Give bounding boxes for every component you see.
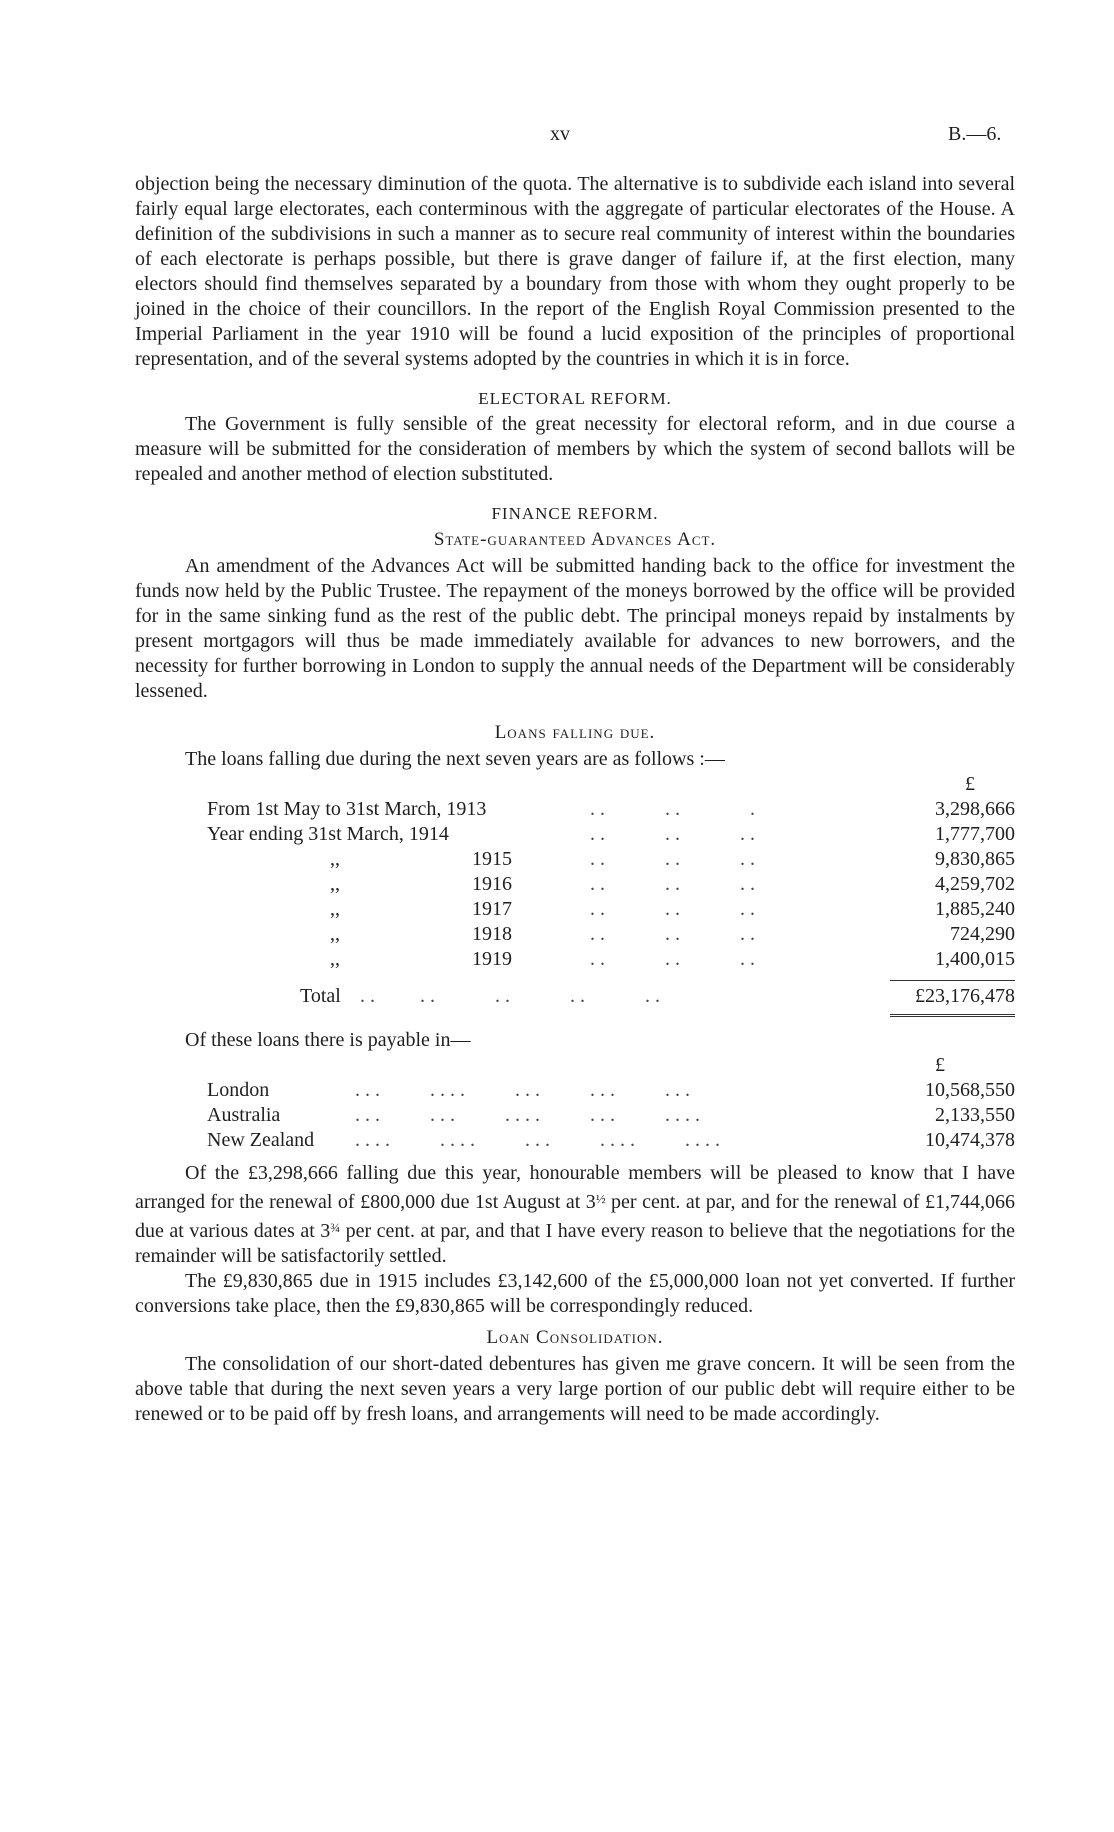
row-amount: 1,777,700: [935, 823, 1015, 845]
total-row: Total . . . . . . . . . . £23,176,478: [300, 985, 1015, 1007]
paragraph-conversions: The £9,830,865 due in 1915 includes £3,142,600 of the £5,000,000 loan not yet converted. If further conversions take place, then the £9,830,865 will be correspondingly reduced.: [135, 1270, 1015, 1317]
total-rule: [890, 980, 1015, 981]
payable-table: [135, 1053, 1015, 1153]
ditto-mark: ,,: [330, 948, 340, 970]
row-year: 1917: [472, 898, 512, 920]
subheading-loan-consolidation: Loan Consolidation.: [486, 1327, 664, 1348]
ditto-mark: ,,: [330, 848, 340, 870]
heading-finance-reform: FINANCE REFORM.: [491, 504, 659, 523]
table-row: ,, 1915 . . . . . . 9,830,865: [330, 848, 1015, 870]
loans-table: [135, 772, 1015, 1028]
paragraph-renewals: Of the £3,298,666 falling due this year, honourable members will be pleased to know that I have arranged for the renewal of £800,000 due 1st August at $3^{\frac{1}{2}}$ per cent. at par, and for the renewal of £1,744,066 due at various dates at $3^{\frac{3}{4}}$ per cent. at par, and that I have every reason to believe that the negotiations for the remainder will be satisfactorily settled.: [135, 1162, 1016, 1267]
row-amount: 724,290: [950, 923, 1015, 945]
table-row: ,, 1919 . . . . . . 1,400,015: [330, 948, 1015, 970]
table-row: ,, 1917 . . . . . . 1,885,240: [330, 898, 1015, 920]
row-year: 1916: [472, 873, 512, 895]
row-year: 1915: [472, 848, 512, 870]
row-year: 1918: [472, 923, 512, 945]
row-label: New Zealand: [207, 1129, 315, 1151]
currency-header: [135, 772, 1015, 797]
row-amount: 1,885,240: [935, 898, 1015, 920]
paragraph-advances-act: An amendment of the Advances Act will be submitted handing back to the office for investment the funds now held by the Public Trustee. The repayment of the moneys borrowed by the office will be provided for in the same sinking fund as the rest of the public debt. The principal moneys repaid by instalments by present mortgagors will thus be made immediately available for advances to new borrowers, and the necessity for further borrowing in London to supply the annual needs of the Department will be considerably lessened.: [135, 555, 1015, 702]
total-amount: £23,176,478: [915, 985, 1015, 1007]
ditto-mark: ,,: [330, 873, 340, 895]
ditto-mark: ,,: [330, 898, 340, 920]
row-amount: 9,830,865: [935, 848, 1015, 870]
table-row: New Zealand . . . . . . . . . . . . . . . . . . . 10,474,378: [207, 1129, 1015, 1151]
heading-electoral-reform: ELECTORAL REFORM.: [478, 389, 672, 408]
table-row: London . . . . . . . . . . . . . . . . 10,568,550: [207, 1079, 1015, 1101]
row-amount: 4,259,702: [935, 873, 1015, 895]
row-amount: 1,400,015: [935, 948, 1015, 970]
row-year: 1919: [472, 948, 512, 970]
table-row: ,, 1918 . . . . . . 724,290: [330, 923, 1015, 945]
table-row: Year ending 31st March, 1914 . . . . . . 1,777,700: [207, 823, 1015, 845]
total-label: Total: [300, 985, 341, 1007]
table-row: Australia . . . . . . . . . . . . . . . . . 2,133,550: [207, 1104, 1015, 1126]
subheading-loans-falling-due: Loans falling due.: [494, 722, 656, 743]
currency-symbol: £: [965, 773, 975, 795]
row-label: Australia: [207, 1104, 281, 1126]
ditto-mark: ,,: [330, 923, 340, 945]
row-amount: 2,133,550: [935, 1104, 1015, 1126]
page-header: [0, 123, 1114, 153]
row-label: Year ending 31st March, 1914: [207, 823, 449, 845]
table-row: From 1st May to 31st March, 1913 . . . . . 3,298,666: [207, 798, 1015, 820]
paragraph-payable-intro: Of these loans there is payable in—: [185, 1029, 471, 1051]
paragraph-proportional-representation: objection being the necessary diminution of the quota. The alternative is to subdivide each island into several fairly equal large electorates, each conterminous with the aggregate of particular electorates of the House. A definition of the subdivisions in such a manner as to secure real community of interest within the boundaries of each electorate is perhaps possible, but there is grave danger of failure if, at the first election, many electors should find themselves separated by a boundary from those with whom they ought properly to be joined in the choice of their councillors. In the report of the English Royal Commission presented to the Imperial Parliament in the year 1910 will be found a lucid exposition of the principles of proportional representation, and of the several systems adopted by the countries in which it is in force.: [135, 173, 1015, 370]
document-reference: B.—6.: [948, 123, 1002, 145]
row-amount: 3,298,666: [935, 798, 1015, 820]
row-label: From 1st May to 31st March, 1913: [207, 798, 487, 820]
row-amount: 10,568,550: [925, 1079, 1015, 1101]
page-body: [135, 172, 1015, 1427]
currency-header: [135, 1053, 1015, 1078]
paragraph-loans-intro: The loans falling due during the next seven years are as follows :—: [185, 748, 725, 770]
total-double-rule: [890, 1014, 1015, 1017]
page-number: xv: [550, 123, 570, 145]
row-amount: 10,474,378: [925, 1129, 1015, 1151]
paragraph-loan-consolidation: The consolidation of our short-dated debentures has given me grave concern. It will be seen from the above table that during the next seven years a very large portion of our public debt will require either to be renewed or to be paid off by fresh loans, and arrangements will need to be made accordingly.: [135, 1353, 1015, 1425]
subheading-advances-act: State-guaranteed Advances Act.: [433, 529, 717, 550]
table-row: ,, 1916 . . . . . . 4,259,702: [330, 873, 1015, 895]
row-label: London: [207, 1079, 270, 1101]
paragraph-electoral-reform: The Government is fully sensible of the great necessity for electoral reform, and in due course a measure will be submitted for the consideration of members by which the system of second ballots will be repealed and another method of election substituted.: [135, 413, 1015, 485]
currency-symbol: £: [935, 1054, 945, 1076]
